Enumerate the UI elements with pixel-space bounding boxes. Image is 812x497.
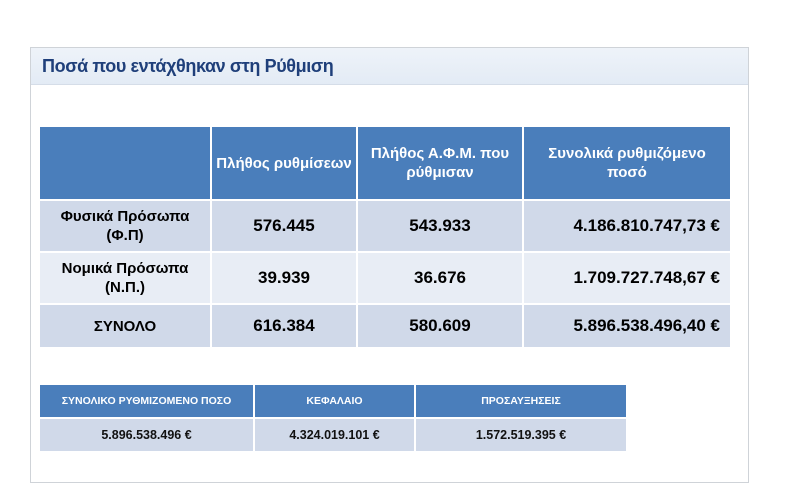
cell-amount: 4.186.810.747,73 €: [524, 199, 730, 251]
table-row: [40, 251, 730, 303]
summary-header-surcharges: ΠΡΟΣΑΥΞΗΣΕΙΣ: [416, 385, 626, 417]
cell-settlements: 576.445: [212, 199, 358, 251]
summary-header-capital: ΚΕΦΑΛΑΙΟ: [255, 385, 416, 417]
summary-total-value: 5.896.538.496 €: [40, 417, 255, 451]
table-row-total: [40, 303, 730, 347]
summary-capital-value: 4.324.019.101 €: [255, 417, 416, 451]
header-afm-count: Πλήθος Α.Φ.Μ. που ρύθμισαν: [358, 127, 524, 199]
cell-afm: 543.933: [358, 199, 524, 251]
cell-settlements: 616.384: [212, 303, 358, 347]
cell-afm: 36.676: [358, 251, 524, 303]
summary-row: [40, 417, 626, 451]
table-header-row: [40, 127, 730, 199]
title-bar: [31, 48, 748, 85]
summary-surcharges-value: 1.572.519.395 €: [416, 417, 626, 451]
cell-amount: 1.709.727.748,67 €: [524, 251, 730, 303]
cell-amount: 5.896.538.496,40 €: [524, 303, 730, 347]
row-label: Νομικά Πρόσωπα (Ν.Π.): [40, 251, 212, 303]
slide-title: Ποσά που εντάχθηκαν στη Ρύθμιση: [42, 56, 334, 76]
slide: [30, 47, 749, 483]
table-row: [40, 199, 730, 251]
settlement-table: [40, 127, 730, 347]
cell-afm: 580.609: [358, 303, 524, 347]
header-empty: [40, 127, 212, 199]
summary-header-total: ΣΥΝΟΛΙΚΟ ΡΥΘΜΙΖΟΜΕΝΟ ΠΟΣΟ: [40, 385, 255, 417]
row-label: ΣΥΝΟΛΟ: [40, 303, 212, 347]
header-settlements-count: Πλήθος ρυθμίσεων: [212, 127, 358, 199]
row-label: Φυσικά Πρόσωπα (Φ.Π): [40, 199, 212, 251]
header-total-amount: Συνολικά ρυθμιζόμενο ποσό: [524, 127, 730, 199]
summary-header-row: [40, 385, 626, 417]
summary-table: [40, 385, 626, 451]
cell-settlements: 39.939: [212, 251, 358, 303]
